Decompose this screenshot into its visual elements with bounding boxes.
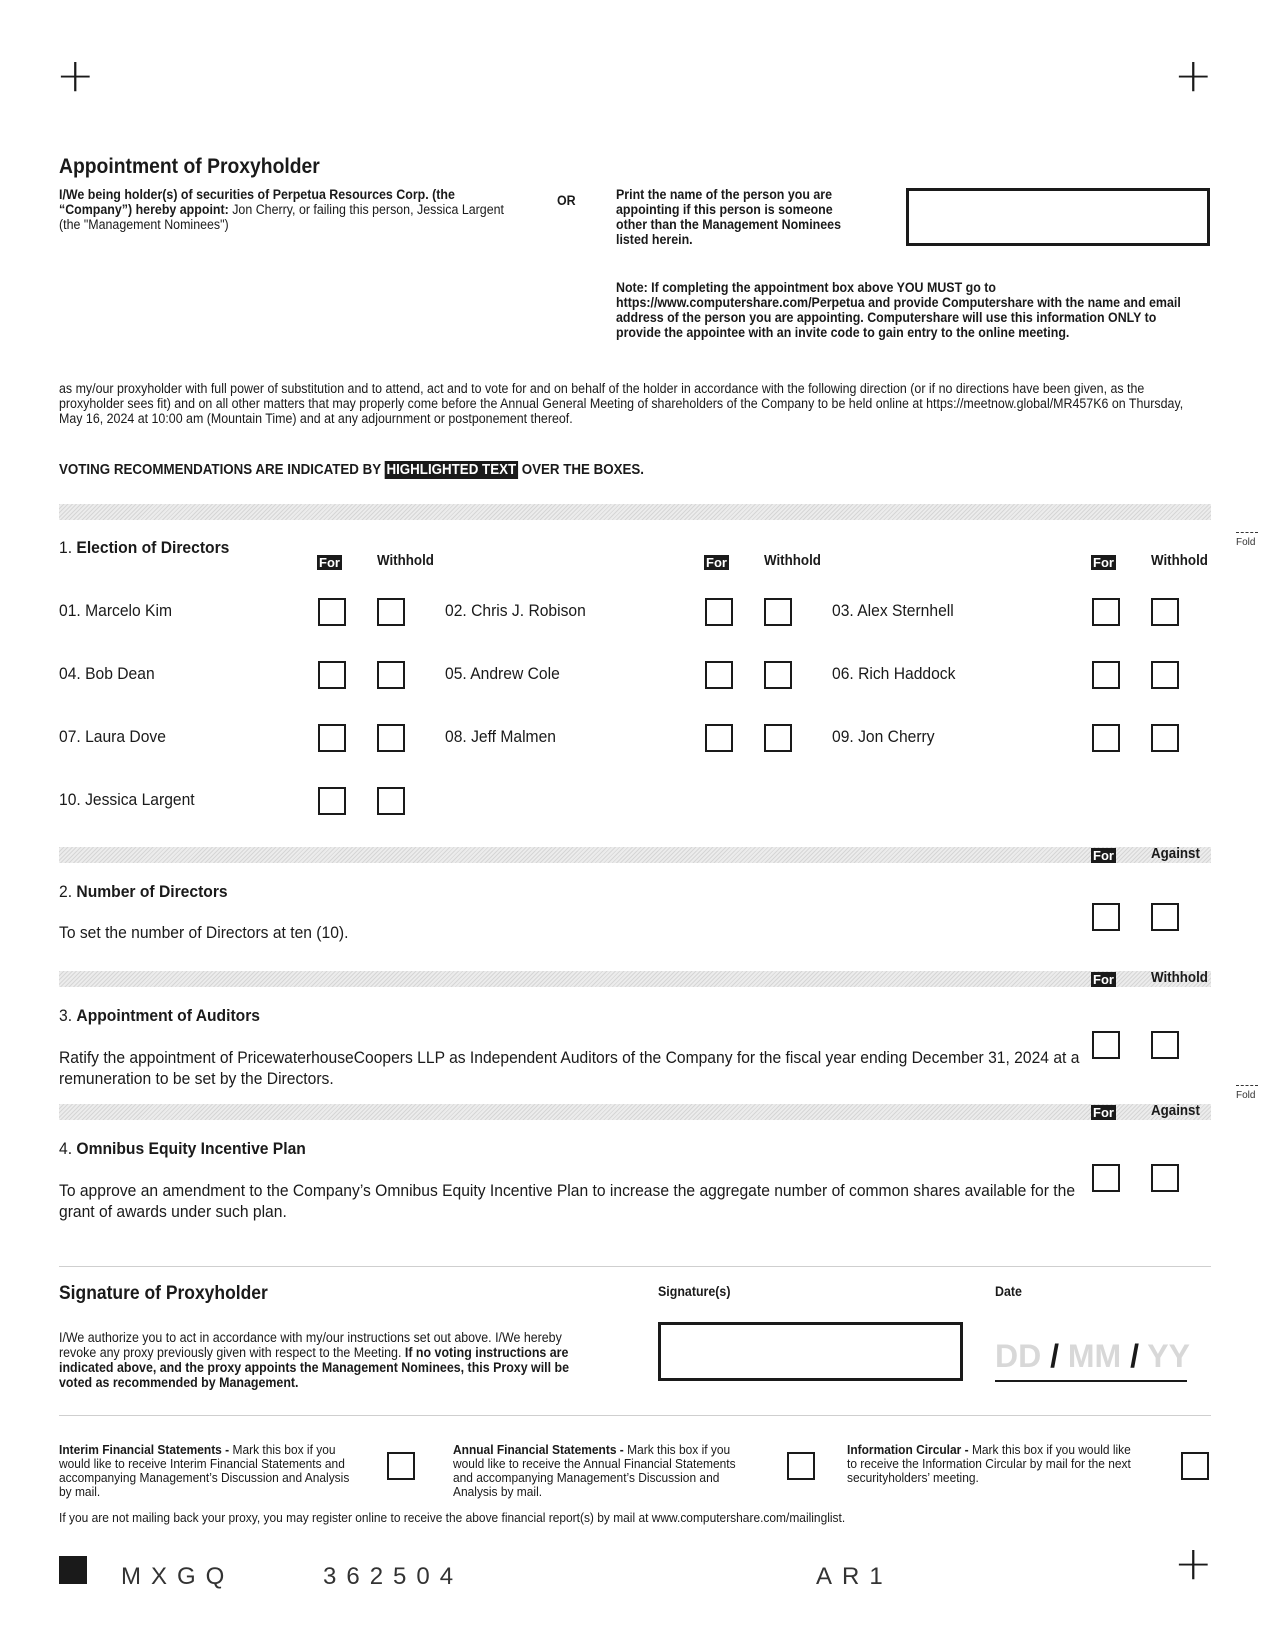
nominee-for-checkbox[interactable] [318,661,346,689]
request-title: Information Circular - [847,1442,969,1457]
information-circular-request [847,1443,1140,1485]
information-circular-checkbox[interactable] [1181,1452,1209,1480]
nominee-withhold-checkbox[interactable] [377,787,405,815]
registration-mark: + [56,48,95,102]
signature-label: Signature(s) [658,1284,731,1299]
print-name-instructions: Print the name of the person you are appointing if this person is someone other than the Management Nominees listed herein. [616,187,841,247]
interim-financial-checkbox[interactable] [387,1452,415,1480]
request-text: Mark this box if you would like to receive the Information Circular by mail for the next securityholders’ meeting. [847,1442,1131,1485]
resolution-4-heading [59,1139,306,1159]
fold-label: Fold [1236,1090,1256,1101]
request-text: Mark this box if you would like to receive the Annual Financial Statements and accompanying Management’s Discussion and Analysis by mail. [453,1442,736,1499]
date-day-placeholder: DD [995,1338,1042,1374]
registration-mark: + [1174,1536,1213,1590]
date-separator: / [1130,1338,1139,1374]
resolution-3-for-checkbox[interactable] [1092,1031,1120,1059]
for-header: For [706,555,727,570]
nominee-for-checkbox[interactable] [705,661,733,689]
nominee-label: 05. Andrew Cole [445,664,560,683]
nominee-for-checkbox[interactable] [318,787,346,815]
registration-mark: + [1174,48,1213,102]
date-separator: / [1050,1338,1059,1374]
section-divider [59,504,1211,520]
nominee-withhold-checkbox[interactable] [764,598,792,626]
resolution-number: 4. [59,1139,73,1158]
date-year-placeholder: YY [1147,1338,1190,1374]
signature-input[interactable] [658,1322,963,1381]
resolution-title: Appointment of Auditors [76,1006,261,1025]
document-number: 362504 [323,1563,464,1590]
resolution-number: 1. [59,538,73,557]
nominee-for-checkbox[interactable] [318,598,346,626]
fold-mark [1236,532,1258,548]
section-divider [59,847,1211,863]
against-header: Against [1151,846,1200,862]
nominee-withhold-checkbox[interactable] [377,661,405,689]
nominee-for-checkbox[interactable] [318,724,346,752]
date-month-placeholder: MM [1067,1338,1122,1374]
interim-financial-request [59,1443,353,1499]
fold-mark [1236,1085,1258,1101]
request-text: Mark this box if you would like to receive Interim Financial Statements and accompanying Management’s Discussion and Analysis by mail. [59,1442,350,1499]
for-header: For [1093,1105,1114,1120]
nominee-withhold-checkbox[interactable] [1151,598,1179,626]
appointee-name-input[interactable] [906,188,1210,246]
resolution-4-for-checkbox[interactable] [1092,1164,1120,1192]
for-header: For [319,555,340,570]
signature-title: Signature of Proxyholder [59,1283,268,1304]
nominee-label: 02. Chris J. Robison [445,601,586,620]
section-divider [59,1266,1211,1267]
nominee-withhold-checkbox[interactable] [764,661,792,689]
nominee-label: 08. Jeff Malmen [445,727,556,746]
resolution-3-text: Ratify the appointment of PricewaterhouseCoopers LLP as Independent Auditors of the Company for the fiscal year ending December 31, 2024 at a remuneration to be set by the Directors. [59,1048,1080,1088]
nominee-withhold-checkbox[interactable] [764,724,792,752]
resolution-number: 3. [59,1006,73,1025]
resolution-title: Number of Directors [76,882,228,901]
nominee-for-checkbox[interactable] [705,598,733,626]
appointment-intro-normal: Jon Cherry, or failing this person, Jessica Largent (the "Management Nominees") [59,202,504,232]
voting-pre: VOTING RECOMMENDATIONS ARE INDICATED BY [59,462,381,478]
page-title: Appointment of Proxyholder [59,155,320,178]
signature-text-normal: I/We authorize you to act in accordance with my/our instructions set out above. I/We hereby revoke any proxy previously given with respect to the Meeting. [59,1330,562,1360]
section-divider [59,1415,1211,1416]
resolution-number: 2. [59,882,73,901]
proxy-paragraph: as my/our proxyholder with full power of substitution and to attend, act and to vote for and on behalf of the holder in accordance with the following direction (or if no directions have been given, as the proxyholder sees fit) and on all other matters that may properly come before the Annual General Meeting of shareholders of the Company to be held online at https://meetnow.global/MR457K6 on Thursday, May 16, 2024 at 10:00 am (Mountain Time) and at any adjournment or postponement thereof. [59,381,1184,426]
nominee-label: 04. Bob Dean [59,664,155,683]
fold-label: Fold [1236,537,1256,548]
nominee-for-checkbox[interactable] [705,724,733,752]
withhold-header: Withhold [1151,970,1208,986]
nominee-withhold-checkbox[interactable] [377,724,405,752]
document-code: MXGQ [121,1563,235,1590]
nominee-withhold-checkbox[interactable] [377,598,405,626]
resolution-3-withhold-checkbox[interactable] [1151,1031,1179,1059]
resolution-2-heading [59,882,228,902]
form-code: AR1 [816,1563,893,1590]
resolution-2-text: To set the number of Directors at ten (10). [59,923,349,942]
nominee-label: 09. Jon Cherry [832,727,935,746]
annual-financial-request [453,1443,747,1499]
resolution-title: Election of Directors [76,538,230,557]
signature-text-bold: If no voting instructions are indicated above, and the proxy appoints the Management Nominees, this Proxy will be voted as recommended by Management. [59,1345,570,1390]
resolution-title: Omnibus Equity Incentive Plan [76,1139,306,1158]
voting-post: OVER THE BOXES. [521,462,645,478]
voting-recommendation-note [59,461,644,479]
nominee-withhold-checkbox[interactable] [1151,661,1179,689]
appointment-intro [59,187,507,232]
or-label: OR [557,193,576,208]
for-header: For [1093,972,1114,987]
highlighted-text-sample: HIGHLIGHTED TEXT [386,462,517,478]
resolution-2-for-checkbox[interactable] [1092,903,1120,931]
date-label: Date [995,1284,1022,1299]
appointment-intro-bold: I/We being holder(s) of securities of Perpetua Resources Corp. (the “Company”) hereby appoint: [59,187,455,217]
nominee-withhold-checkbox[interactable] [1151,724,1179,752]
nominee-for-checkbox[interactable] [1092,724,1120,752]
resolution-3-heading [59,1006,260,1026]
appointment-note: Note: If completing the appointment box above YOU MUST go to https://www.computershare.com/Perpetua and provide Computershare with the name and email address of the person you are appointing. Computershare will use this information ONLY to provide the appointee with an invite code to gain entry to the online meeting. [616,280,1181,340]
nominee-label: 03. Alex Sternhell [832,601,954,620]
nominee-label: 10. Jessica Largent [59,790,195,809]
signature-instructions [59,1330,602,1390]
resolution-4-text: To approve an amendment to the Company’s Omnibus Equity Incentive Plan to increase the aggregate number of common shares available for the grant of awards under such plan. [59,1181,1076,1221]
nominee-label: 01. Marcelo Kim [59,601,173,620]
resolution-1-heading [59,538,229,558]
date-input[interactable] [995,1336,1190,1382]
withhold-header: Withhold [1151,553,1208,569]
resolution-4-against-checkbox[interactable] [1151,1164,1179,1192]
barcode-marker [59,1556,87,1584]
for-header: For [1093,848,1114,863]
nominee-for-checkbox[interactable] [1092,598,1120,626]
nominee-label: 07. Laura Dove [59,727,166,746]
withhold-header: Withhold [377,553,434,569]
resolution-2-against-checkbox[interactable] [1151,903,1179,931]
for-header: For [1093,555,1114,570]
mailing-list-note: If you are not mailing back your proxy, you may register online to receive the above financial report(s) by mail at www.computershare.com/mailinglist. [59,1510,846,1525]
nominee-label: 06. Rich Haddock [832,664,956,683]
request-title: Annual Financial Statements - [453,1442,624,1457]
nominee-for-checkbox[interactable] [1092,661,1120,689]
against-header: Against [1151,1103,1200,1119]
annual-financial-checkbox[interactable] [787,1452,815,1480]
section-divider [59,971,1211,987]
withhold-header: Withhold [764,553,821,569]
request-title: Interim Financial Statements - [59,1442,230,1457]
section-divider [59,1104,1211,1120]
